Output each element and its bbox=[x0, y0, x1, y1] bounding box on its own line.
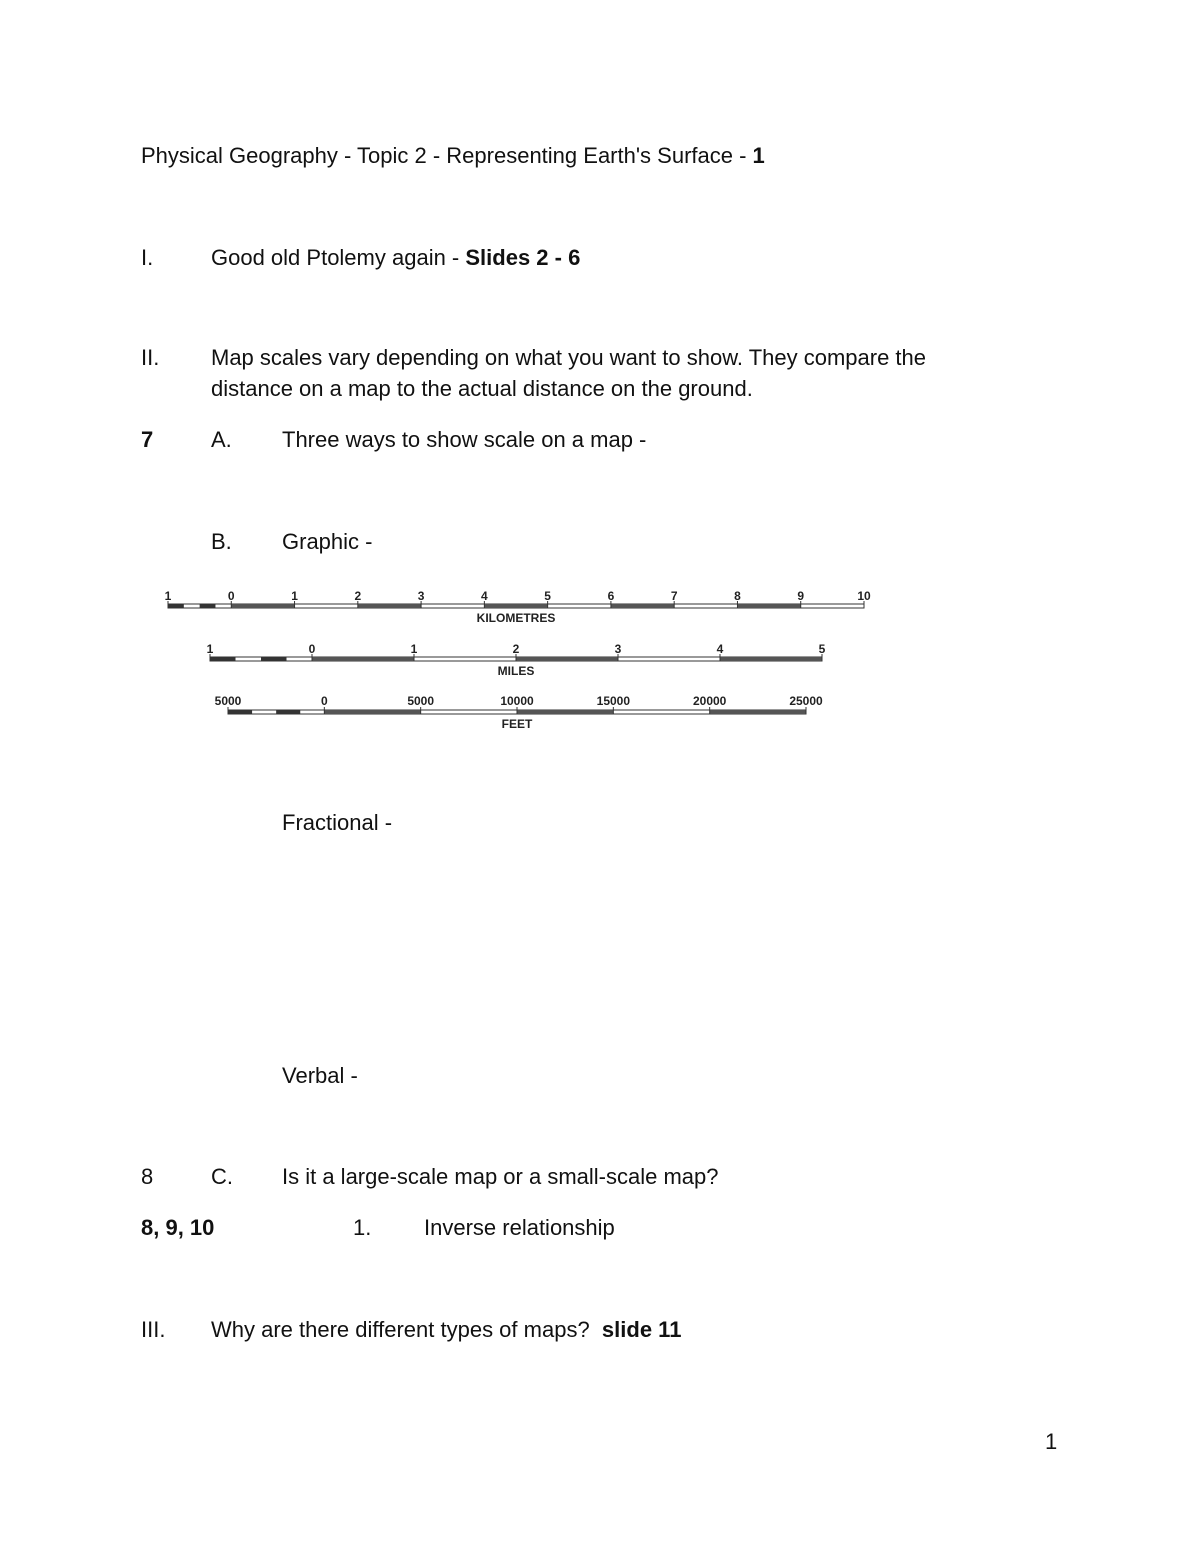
item-c-letter: C. bbox=[211, 1164, 233, 1189]
item-1-slide-refs: 8, 9, 10 bbox=[141, 1215, 215, 1240]
miles-tick-label: 0 bbox=[308, 642, 316, 656]
item-c-text: Is it a large-scale map or a small-scale map? bbox=[282, 1164, 719, 1189]
item-1-text: Inverse relationship bbox=[424, 1215, 615, 1240]
kilometres-tick-label: 5 bbox=[544, 589, 551, 603]
item-a-slide-ref: 7 bbox=[141, 427, 154, 452]
title-text: Physical Geography - Topic 2 - Representing Earth's Surface - bbox=[141, 143, 753, 168]
kilometres-tick-label: 7 bbox=[670, 589, 678, 603]
feet-bar-segment bbox=[517, 710, 613, 714]
miles-tick-label: 4 bbox=[716, 642, 724, 656]
verbal-label: Verbal - bbox=[282, 1063, 358, 1088]
feet-tick-label: 20000 bbox=[692, 694, 727, 708]
section-1-slides: Slides 2 - 6 bbox=[465, 245, 581, 270]
item-c-slide-ref: 8 bbox=[141, 1164, 154, 1189]
kilometres-tick-label: 1 bbox=[291, 589, 298, 603]
fractional-label: Fractional - bbox=[282, 810, 393, 835]
title-page-ref: 1 bbox=[752, 143, 765, 168]
feet-tick-label: 5000 bbox=[214, 694, 242, 708]
miles-tick-label: 1 bbox=[410, 642, 418, 656]
kilometres-bar-segment bbox=[611, 604, 674, 608]
feet-tick-label: 25000 bbox=[789, 694, 823, 708]
miles-tick-label: 2 bbox=[512, 642, 520, 656]
section-1-label: Good old Ptolemy again - bbox=[211, 245, 466, 270]
miles-tick-label: 3 bbox=[614, 642, 622, 656]
kilometres-bar-segment bbox=[358, 604, 421, 608]
kilometres-tick-label: 0 bbox=[227, 589, 235, 603]
feet-bar-segment bbox=[324, 710, 420, 714]
kilometres-tick-label: 8 bbox=[734, 589, 741, 603]
section-2-numeral: II. bbox=[141, 345, 160, 370]
item-b-letter: B. bbox=[211, 529, 232, 554]
miles-bar-segment bbox=[720, 657, 822, 661]
kilometres-bar-segment bbox=[484, 604, 547, 608]
page-number: 1 bbox=[1045, 1429, 1058, 1454]
kilometres-bar-segment bbox=[231, 604, 294, 608]
feet-tick-label: 0 bbox=[320, 694, 328, 708]
miles-unit-label: MILES bbox=[497, 664, 535, 678]
miles-bar-segment bbox=[312, 657, 414, 661]
section-3-slide-ref: slide 11 bbox=[601, 1317, 682, 1342]
section-1-numeral: I. bbox=[141, 245, 154, 270]
miles-bar-segment bbox=[516, 657, 618, 661]
kilometres-tick-label: 3 bbox=[417, 589, 425, 603]
kilometres-tick-label: 2 bbox=[354, 589, 362, 603]
feet-unit-label: FEET bbox=[501, 717, 533, 731]
miles-bar-subdivision bbox=[210, 657, 236, 661]
kilometres-tick-label: 10 bbox=[857, 589, 871, 603]
graphic-scale-bars bbox=[0, 0, 1200, 760]
feet-tick-label: 15000 bbox=[596, 694, 631, 708]
feet-tick-label: 5000 bbox=[407, 694, 435, 708]
kilometres-tick-label: 1 bbox=[164, 589, 172, 603]
feet-bar-subdivision bbox=[228, 710, 252, 714]
kilometres-bar-subdivision bbox=[168, 604, 184, 608]
item-a-letter: A. bbox=[211, 427, 232, 452]
kilometres-bar-subdivision bbox=[200, 604, 216, 608]
section-2-line-2: distance on a map to the actual distance on the ground. bbox=[211, 376, 753, 401]
section-3-question: Why are there different types of maps? bbox=[211, 1317, 590, 1342]
kilometres-tick-label: 9 bbox=[797, 589, 805, 603]
kilometres-tick-label: 4 bbox=[481, 589, 488, 603]
miles-tick-label: 5 bbox=[818, 642, 826, 656]
miles-tick-label: 1 bbox=[206, 642, 214, 656]
item-1-number: 1. bbox=[353, 1215, 372, 1240]
feet-bar-subdivision bbox=[276, 710, 300, 714]
kilometres-unit-label: KILOMETRES bbox=[476, 611, 556, 625]
kilometres-bar-segment bbox=[737, 604, 800, 608]
section-3-text bbox=[211, 1317, 681, 1343]
kilometres-tick-label: 6 bbox=[607, 589, 615, 603]
item-b-text: Graphic - bbox=[282, 529, 373, 554]
feet-bar-segment bbox=[710, 710, 806, 714]
section-2-line-1: Map scales vary depending on what you want to show. They compare the bbox=[211, 345, 927, 370]
feet-tick-label: 10000 bbox=[500, 694, 534, 708]
miles-bar-subdivision bbox=[261, 657, 287, 661]
item-a-text: Three ways to show scale on a map - bbox=[282, 427, 647, 452]
section-3-numeral: III. bbox=[141, 1317, 166, 1342]
